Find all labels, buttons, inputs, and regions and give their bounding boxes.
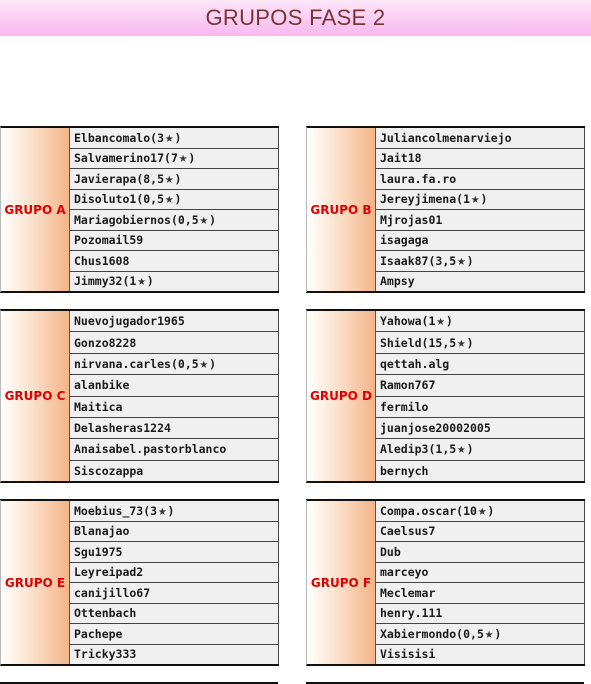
player-stars [171, 212, 216, 228]
player-row [70, 332, 278, 353]
stars-close: ) [188, 151, 196, 166]
group-a [0, 126, 279, 293]
player-row [376, 461, 584, 481]
player-row [376, 583, 584, 604]
player-row [376, 231, 584, 252]
player-name: nirvana.carles [74, 356, 171, 371]
player-row [376, 604, 584, 625]
stars-value: (15,5 [421, 335, 457, 350]
player-row [376, 251, 584, 272]
group-label: GRUPO B [310, 202, 372, 217]
player-name: Ampsy [380, 274, 415, 289]
group-label-cell [1, 128, 70, 291]
star-icon: ★ [457, 441, 466, 458]
player-name: Chus1608 [74, 253, 130, 268]
player-row [70, 522, 278, 543]
player-row [70, 272, 278, 292]
player-name: Tricky333 [74, 647, 137, 662]
stars-close: ) [487, 503, 495, 518]
stars-value: (0,5 [456, 626, 484, 641]
player-row [70, 169, 278, 190]
title-bar [0, 0, 591, 36]
player-row [70, 128, 278, 149]
player-list [70, 311, 279, 481]
player-row [376, 354, 584, 375]
stars-value: (1,5 [428, 442, 457, 457]
stars-close: ) [146, 274, 154, 289]
player-name: Sgu1975 [74, 544, 123, 559]
group-label: GRUPO D [310, 389, 372, 403]
player-name: Leyreipad2 [74, 565, 144, 580]
star-icon: ★ [165, 170, 174, 187]
stars-value: (1 [456, 192, 471, 207]
player-stars [422, 313, 453, 329]
player-list [376, 501, 585, 664]
stars-value: (10 [456, 503, 477, 518]
player-name: Jimmy32 [74, 274, 123, 289]
stars-value: (1 [122, 274, 137, 289]
stars-value: (3 [143, 503, 158, 518]
player-name: Blanajao [74, 524, 130, 539]
player-stars [428, 441, 473, 457]
player-name: Aledip3 [380, 442, 429, 457]
player-name: Pozomail59 [74, 233, 144, 248]
stars-close: ) [480, 192, 488, 207]
stars-value: (0,5 [136, 192, 165, 207]
player-row [70, 397, 278, 418]
player-list [376, 128, 585, 291]
player-stars [136, 191, 181, 207]
player-row [70, 311, 278, 332]
player-row [376, 542, 584, 563]
player-row [70, 542, 278, 563]
stars-value: (0,5 [170, 212, 199, 227]
player-name: Pachepe [74, 626, 123, 641]
star-icon: ★ [484, 625, 494, 642]
stars-value: (1 [421, 314, 436, 329]
player-row [70, 149, 278, 170]
player-name: Salvamerino17 [74, 151, 165, 166]
player-row [376, 624, 584, 645]
player-name: Siscozappa [74, 463, 144, 478]
player-name: Shield [380, 335, 422, 350]
player-row [70, 645, 278, 665]
player-row [70, 210, 278, 231]
player-row [376, 190, 584, 211]
player-name: Compa.oscar [380, 503, 457, 518]
star-icon: ★ [471, 191, 480, 208]
group-b [306, 126, 585, 293]
player-stars [122, 273, 153, 289]
star-icon: ★ [165, 129, 174, 146]
player-row [70, 624, 278, 645]
player-name: fermilo [380, 399, 429, 414]
stars-close: ) [466, 442, 474, 457]
player-name: Nuevojugador1965 [74, 314, 185, 329]
player-row [376, 375, 584, 396]
player-stars [428, 253, 473, 269]
stars-value: (8,5 [136, 171, 165, 186]
player-row [70, 604, 278, 625]
player-name: Visisisi [380, 647, 436, 662]
player-name: bernych [380, 463, 429, 478]
page-title: GRUPOS FASE 2 [205, 5, 386, 30]
player-name: Jait18 [380, 151, 422, 166]
player-name: Gonzo8228 [74, 335, 137, 350]
player-stars [143, 503, 174, 519]
player-name: laura.fa.ro [380, 171, 457, 186]
player-name: Moebius_73 [74, 503, 144, 518]
star-icon: ★ [137, 273, 146, 290]
group-f [306, 499, 585, 666]
stars-value: (3 [150, 130, 165, 145]
player-row [70, 439, 278, 460]
player-row [376, 439, 584, 460]
player-name: isagaga [380, 233, 429, 248]
player-list [376, 311, 585, 481]
stars-close: ) [466, 335, 474, 350]
player-row [376, 397, 584, 418]
player-row [70, 354, 278, 375]
group-label-cell [307, 128, 376, 291]
group-label: GRUPO F [310, 575, 372, 590]
player-row [70, 501, 278, 522]
player-stars [150, 130, 181, 146]
player-stars [422, 335, 474, 351]
star-icon: ★ [178, 150, 188, 167]
group-label: GRUPO C [4, 389, 66, 403]
player-row [376, 332, 584, 353]
player-name: Disoluto1 [74, 192, 137, 207]
player-name: Mjrojas01 [380, 212, 443, 227]
player-row [376, 311, 584, 332]
stars-value: (7 [164, 151, 178, 166]
player-name: Dub [380, 544, 401, 559]
player-row [376, 149, 584, 170]
star-icon: ★ [199, 355, 209, 372]
stars-close: ) [466, 253, 474, 268]
player-name: canijillo67 [74, 585, 151, 600]
player-name: Caelsus7 [380, 524, 436, 539]
stars-close: ) [494, 626, 502, 641]
player-name: Mariagobiernos [74, 212, 171, 227]
player-row [70, 375, 278, 396]
group-d [306, 309, 585, 483]
star-icon: ★ [165, 191, 174, 208]
stars-close: ) [174, 130, 182, 145]
player-stars [164, 150, 195, 166]
player-name: Juliancolmenarviejo [380, 130, 512, 145]
player-row [376, 522, 584, 543]
player-name: Anaisabel.pastorblanco [74, 442, 227, 457]
star-icon: ★ [158, 502, 167, 519]
stars-close: ) [174, 192, 182, 207]
group-label-cell [307, 311, 376, 481]
group-label-cell [1, 311, 70, 481]
player-row [70, 231, 278, 252]
star-icon: ★ [457, 252, 466, 269]
player-row [376, 645, 584, 665]
player-stars [456, 191, 487, 207]
player-name: Delasheras1224 [74, 421, 171, 436]
player-row [376, 210, 584, 231]
player-row [376, 563, 584, 584]
group-label-cell [1, 501, 70, 664]
player-name: Yahowa [380, 314, 422, 329]
player-stars [456, 503, 494, 519]
player-row [70, 251, 278, 272]
player-stars [456, 626, 501, 642]
player-name: Isaak87 [380, 253, 429, 268]
player-row [70, 190, 278, 211]
group-label: GRUPO A [4, 202, 66, 217]
player-name: alanbike [74, 378, 130, 393]
stars-close: ) [167, 503, 175, 518]
stars-close: ) [445, 314, 453, 329]
player-name: Elbancomalo [74, 130, 151, 145]
stars-close: ) [174, 171, 182, 186]
player-name: Maitica [74, 399, 123, 414]
player-row [376, 418, 584, 439]
star-icon: ★ [199, 211, 209, 228]
player-list [70, 501, 279, 664]
stars-value: (3,5 [428, 253, 457, 268]
player-row [376, 501, 584, 522]
player-name: Jereyjimena [380, 192, 457, 207]
player-row [70, 583, 278, 604]
player-row [376, 169, 584, 190]
group-label-cell [307, 501, 376, 664]
stars-close: ) [209, 356, 217, 371]
star-icon: ★ [477, 502, 487, 519]
player-name: Meclemar [380, 585, 436, 600]
player-row [376, 128, 584, 149]
star-icon: ★ [436, 313, 445, 330]
group-c [0, 309, 279, 483]
player-name: marceyo [380, 565, 429, 580]
player-stars [136, 171, 181, 187]
group-label: GRUPO E [4, 575, 66, 590]
player-name: Ottenbach [74, 606, 137, 621]
player-name: juanjose20002005 [380, 421, 491, 436]
player-stars [171, 356, 216, 372]
stars-close: ) [209, 212, 217, 227]
player-row [70, 461, 278, 481]
star-icon: ★ [457, 334, 466, 351]
player-row [376, 272, 584, 292]
player-name: Javierapa [74, 171, 137, 186]
player-name: Ramon767 [380, 378, 436, 393]
player-name: qettah.alg [380, 356, 450, 371]
stars-value: (0,5 [170, 356, 199, 371]
player-name: Xabiermondo [380, 626, 457, 641]
player-row [70, 563, 278, 584]
player-row [70, 418, 278, 439]
group-e [0, 499, 279, 666]
player-name: henry.111 [380, 606, 443, 621]
player-list [70, 128, 279, 291]
